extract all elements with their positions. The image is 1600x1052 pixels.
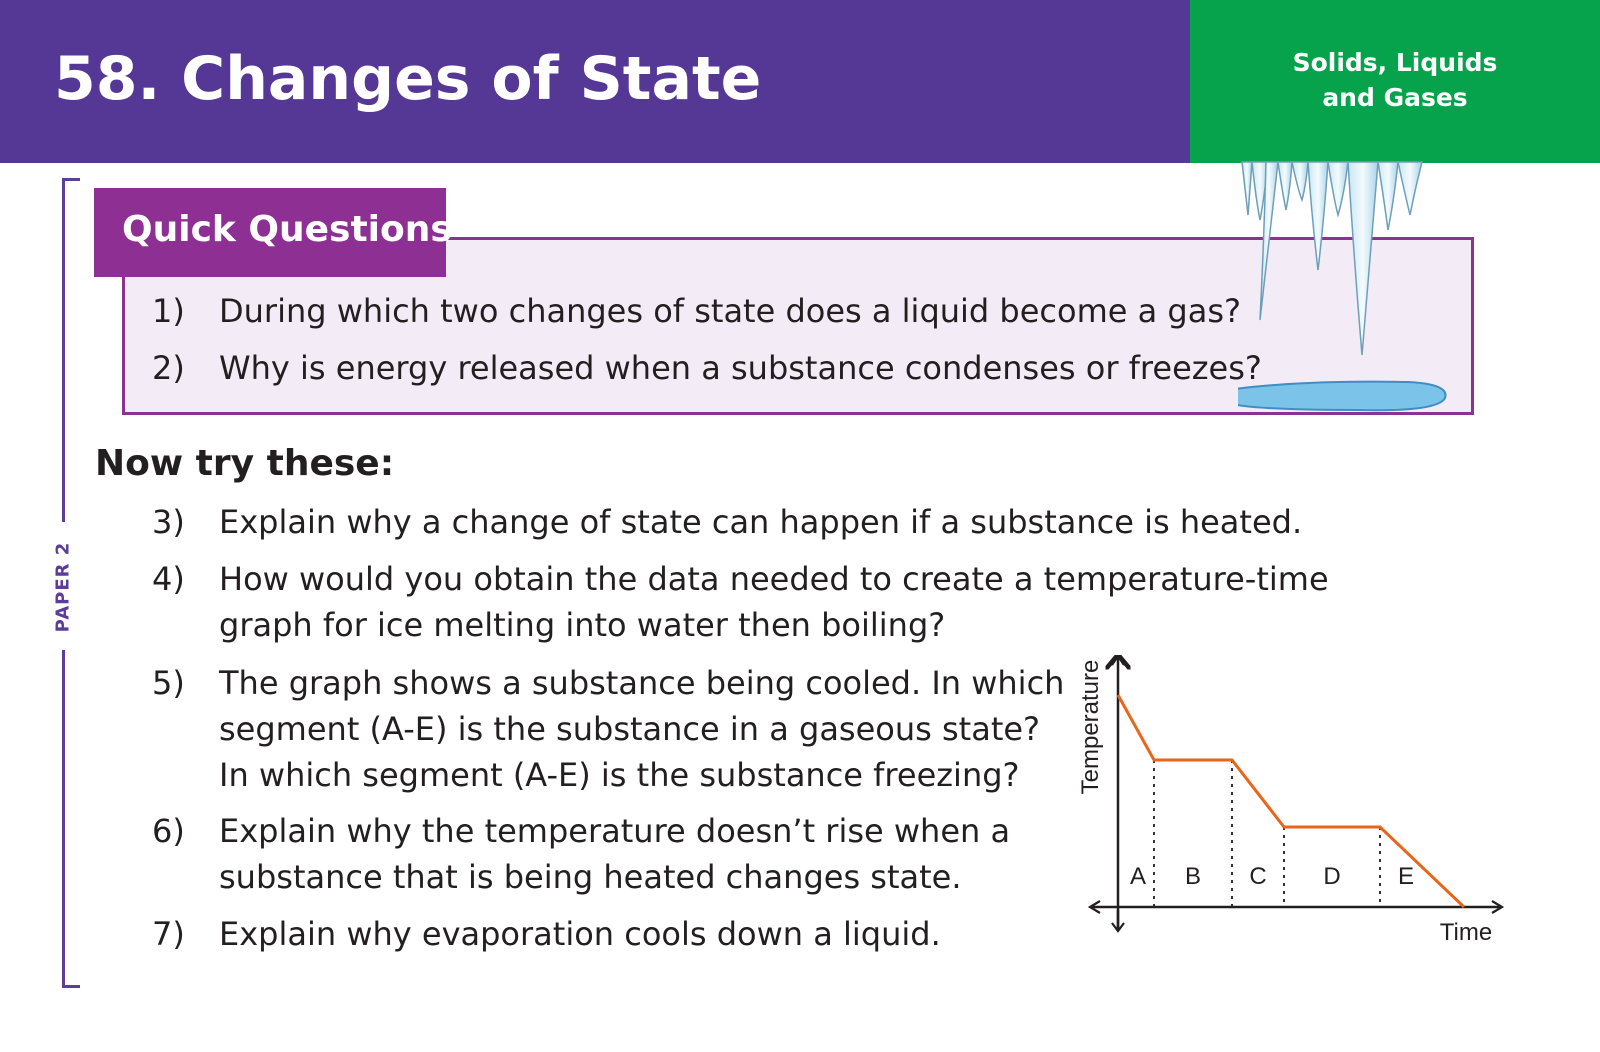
question-number: 4)	[152, 560, 185, 598]
question-text	[219, 345, 1262, 391]
question-line: Explain why evaporation cools down a liquid.	[219, 915, 941, 953]
page-title: 58. Changes of State	[54, 44, 762, 114]
question-number: 3)	[152, 503, 185, 541]
segment-label-e: E	[1397, 863, 1415, 890]
topic-label	[1190, 45, 1600, 115]
question-number: 1)	[152, 292, 185, 330]
y-axis-label: Temperature	[1077, 659, 1104, 795]
segment-label-d: D	[1323, 863, 1341, 890]
question-number: 7)	[152, 915, 185, 953]
question-number: 6)	[152, 812, 185, 850]
paper-label: PAPER 2	[52, 541, 74, 633]
question-line: Explain why a change of state can happen if a substance is heated.	[219, 503, 1303, 541]
quick-questions-heading: Quick Questions	[122, 209, 452, 250]
question-line: How would you obtain the data needed to create a temperature-time	[219, 560, 1329, 598]
segment-label-a: A	[1129, 863, 1147, 890]
question-line: graph for ice melting into water then boiling?	[219, 606, 946, 644]
cooling-curve-graph	[1070, 655, 1510, 975]
question-line: During which two changes of state does a liquid become a gas?	[219, 292, 1241, 330]
question-line: substance that is being heated changes state.	[219, 858, 962, 896]
question-number: 2)	[152, 349, 185, 387]
segment-label-b: B	[1184, 863, 1202, 890]
segment-label-c: C	[1249, 863, 1267, 890]
question-line: Explain why the temperature doesn’t rise when a	[219, 812, 1011, 850]
icicles-illustration	[1238, 160, 1478, 425]
question-text	[219, 288, 1241, 334]
question-line: Why is energy released when a substance condenses or freezes?	[219, 349, 1262, 387]
topic-line-2: and Gases	[1322, 83, 1468, 112]
page-header	[0, 0, 1600, 163]
question-number: 5)	[152, 664, 185, 702]
question-line: In which segment (A-E) is the substance freezing?	[219, 756, 1020, 794]
question-text	[219, 808, 1010, 900]
question-line: segment (A-E) is the substance in a gaseous state?	[219, 710, 1041, 748]
question-text	[219, 911, 941, 957]
question-line: The graph shows a substance being cooled. In which	[219, 664, 1065, 702]
now-try-heading: Now try these:	[95, 443, 395, 484]
question-text	[219, 499, 1302, 545]
question-text	[219, 660, 1064, 798]
question-text	[219, 556, 1329, 648]
x-axis-label: Time	[1439, 919, 1493, 946]
topic-line-1: Solids, Liquids	[1292, 48, 1498, 77]
